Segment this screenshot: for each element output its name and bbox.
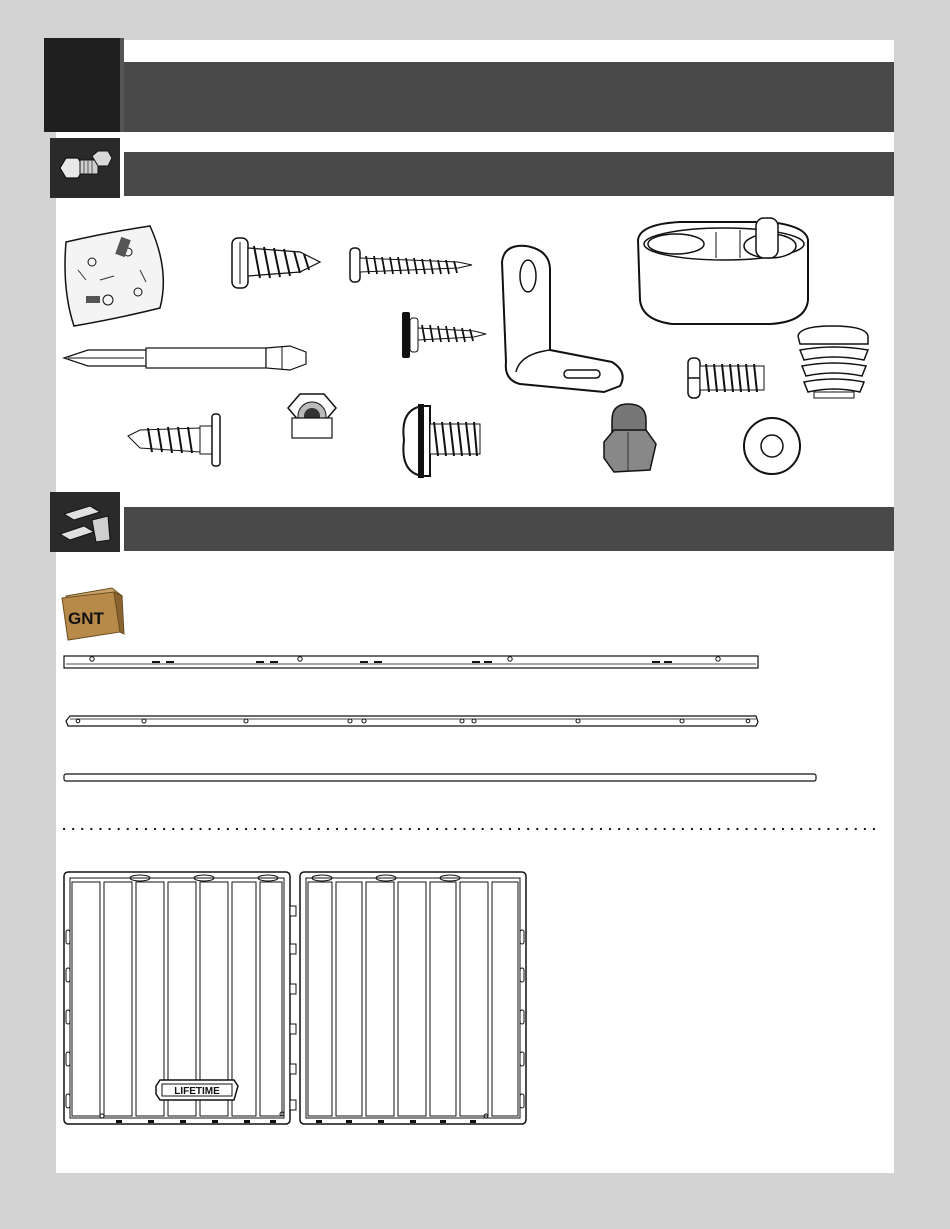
lifetime-logo-text: LIFETIME — [174, 1086, 220, 1097]
wall-panel-left — [64, 872, 296, 1124]
parts-box-label: GNT — [68, 609, 104, 628]
wall-panel-right — [300, 872, 526, 1124]
rail-long-1 — [64, 656, 758, 668]
rail-long-2 — [66, 716, 758, 726]
parts-box-icon — [62, 588, 124, 640]
rod-long — [64, 774, 816, 781]
lifetime-logo — [156, 1080, 238, 1100]
